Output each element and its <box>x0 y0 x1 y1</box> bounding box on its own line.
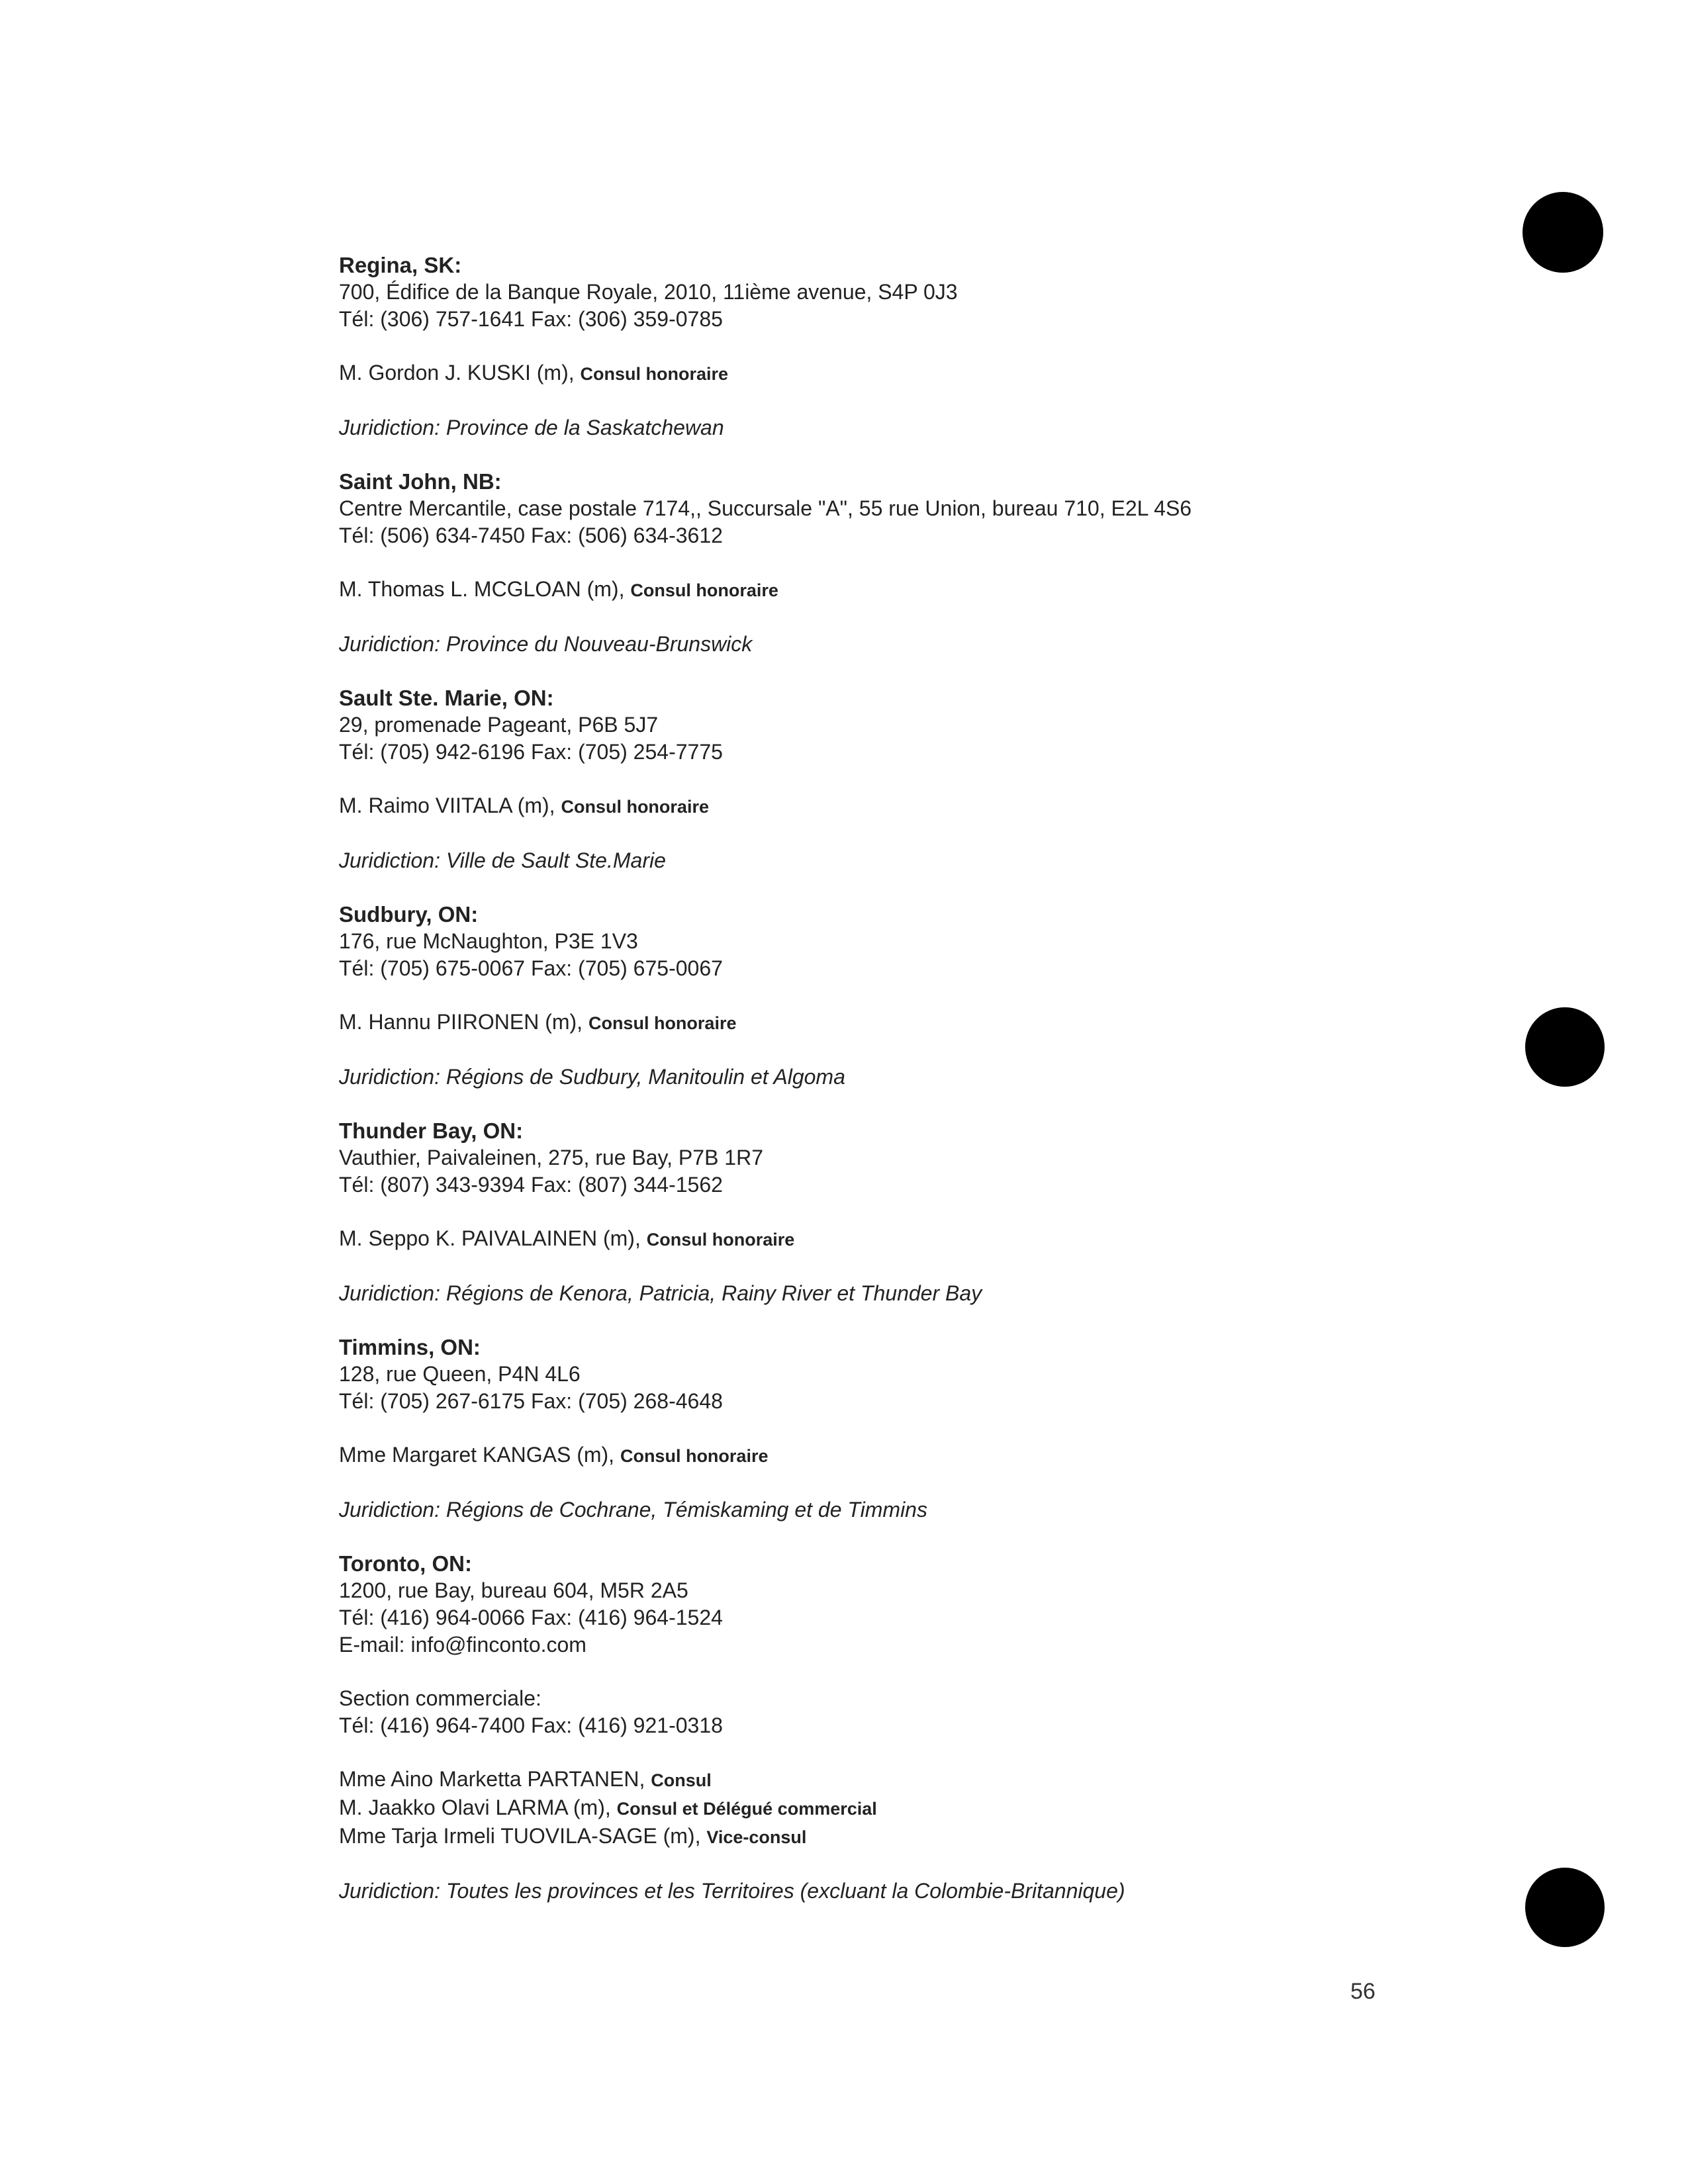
person-name: Mme Margaret KANGAS (m), <box>339 1443 615 1467</box>
person-line <box>339 576 1557 604</box>
entry-timmins <box>339 1334 1557 1550</box>
entry-sault-ste-marie <box>339 684 1557 901</box>
person-title: Consul <box>651 1770 712 1790</box>
person-name: Mme Tarja Irmeli TUOVILA-SAGE (m), <box>339 1824 701 1848</box>
jurisdiction: Juridiction: Toutes les provinces et les Territoires (excluant la Colombie-Britannique) <box>339 1879 1125 1903</box>
phone-fax-line: Tél: (705) 267-6175 Fax: (705) 268-4648 <box>339 1389 723 1413</box>
person-name: M. Jaakko Olavi LARMA (m), <box>339 1796 611 1819</box>
person-title: Vice-consul <box>706 1827 807 1847</box>
person-name: M. Thomas L. MCGLOAN (m), <box>339 577 625 601</box>
city-heading: Toronto, ON: <box>339 1551 472 1576</box>
person-name: Mme Aino Marketta PARTANEN, <box>339 1767 645 1791</box>
person-line <box>339 359 1557 388</box>
entry-sudbury <box>339 901 1557 1117</box>
city-heading: Sault Ste. Marie, ON: <box>339 686 554 710</box>
person-title: Consul honoraire <box>620 1446 769 1466</box>
jurisdiction: Juridiction: Ville de Sault Ste.Marie <box>339 848 666 872</box>
phone-fax-line: Tél: (506) 634-7450 Fax: (506) 634-3612 <box>339 523 723 547</box>
person-line <box>339 1794 1557 1823</box>
person-line <box>339 1766 1557 1794</box>
address-line: 700, Édifice de la Banque Royale, 2010, 11ième avenue, S4P 0J3 <box>339 280 958 304</box>
person-title: Consul honoraire <box>588 1013 737 1033</box>
person-line <box>339 1225 1557 1253</box>
phone-fax-line: Tél: (416) 964-0066 Fax: (416) 964-1524 <box>339 1606 723 1629</box>
person-line <box>339 1009 1557 1037</box>
address-line: Centre Mercantile, case postale 7174,, Succursale "A", 55 rue Union, bureau 710, E2L 4S6 <box>339 496 1192 520</box>
jurisdiction: Juridiction: Province de la Saskatchewan <box>339 416 724 439</box>
address-line: Vauthier, Paivaleinen, 275, rue Bay, P7B 1R7 <box>339 1146 763 1169</box>
address-line: 29, promenade Pageant, P6B 5J7 <box>339 713 659 737</box>
person-name: M. Raimo VIITALA (m), <box>339 794 555 817</box>
person-title: Consul honoraire <box>630 580 778 600</box>
address-line: 128, rue Queen, P4N 4L6 <box>339 1362 581 1386</box>
consulate-list <box>339 251 1557 1905</box>
email-line: E-mail: info@finconto.com <box>339 1633 586 1657</box>
phone-fax-line: Tél: (705) 942-6196 Fax: (705) 254-7775 <box>339 740 723 764</box>
phone-fax-line: Tél: (705) 675-0067 Fax: (705) 675-0067 <box>339 956 723 980</box>
city-heading: Thunder Bay, ON: <box>339 1118 524 1143</box>
jurisdiction: Juridiction: Régions de Kenora, Patricia, Rainy River et Thunder Bay <box>339 1281 982 1305</box>
address-line: 1200, rue Bay, bureau 604, M5R 2A5 <box>339 1578 688 1602</box>
city-heading: Timmins, ON: <box>339 1335 481 1359</box>
phone-fax-line: Tél: (306) 757-1641 Fax: (306) 359-0785 <box>339 307 723 331</box>
person-title: Consul honoraire <box>646 1230 795 1250</box>
jurisdiction: Juridiction: Province du Nouveau-Brunswick <box>339 632 753 656</box>
entry-saint-john <box>339 468 1557 684</box>
person-name: M. Gordon J. KUSKI (m), <box>339 361 575 385</box>
entry-thunder-bay <box>339 1117 1557 1334</box>
jurisdiction: Juridiction: Régions de Sudbury, Manitoulin et Algoma <box>339 1065 845 1089</box>
phone-fax-line: Tél: (807) 343-9394 Fax: (807) 344-1562 <box>339 1173 723 1197</box>
address-line: 176, rue McNaughton, P3E 1V3 <box>339 929 638 953</box>
person-title: Consul et Délégué commercial <box>616 1799 877 1819</box>
city-heading: Regina, SK: <box>339 253 462 277</box>
city-heading: Saint John, NB: <box>339 469 502 494</box>
city-heading: Sudbury, ON: <box>339 902 479 927</box>
jurisdiction: Juridiction: Régions de Cochrane, Témiskaming et de Timmins <box>339 1498 927 1522</box>
entry-regina <box>339 251 1557 468</box>
person-line <box>339 792 1557 821</box>
person-line <box>339 1823 1557 1851</box>
person-title: Consul honoraire <box>580 364 729 384</box>
person-line <box>339 1441 1557 1470</box>
commercial-section-label: Section commerciale: <box>339 1686 541 1710</box>
entry-toronto <box>339 1550 1557 1905</box>
person-name: M. Seppo K. PAIVALAINEN (m), <box>339 1226 641 1250</box>
person-title: Consul honoraire <box>561 797 709 817</box>
commercial-phone-line: Tél: (416) 964-7400 Fax: (416) 921-0318 <box>339 1713 723 1737</box>
person-name: M. Hannu PIIRONEN (m), <box>339 1010 583 1034</box>
page-number: 56 <box>1350 1979 1376 2004</box>
